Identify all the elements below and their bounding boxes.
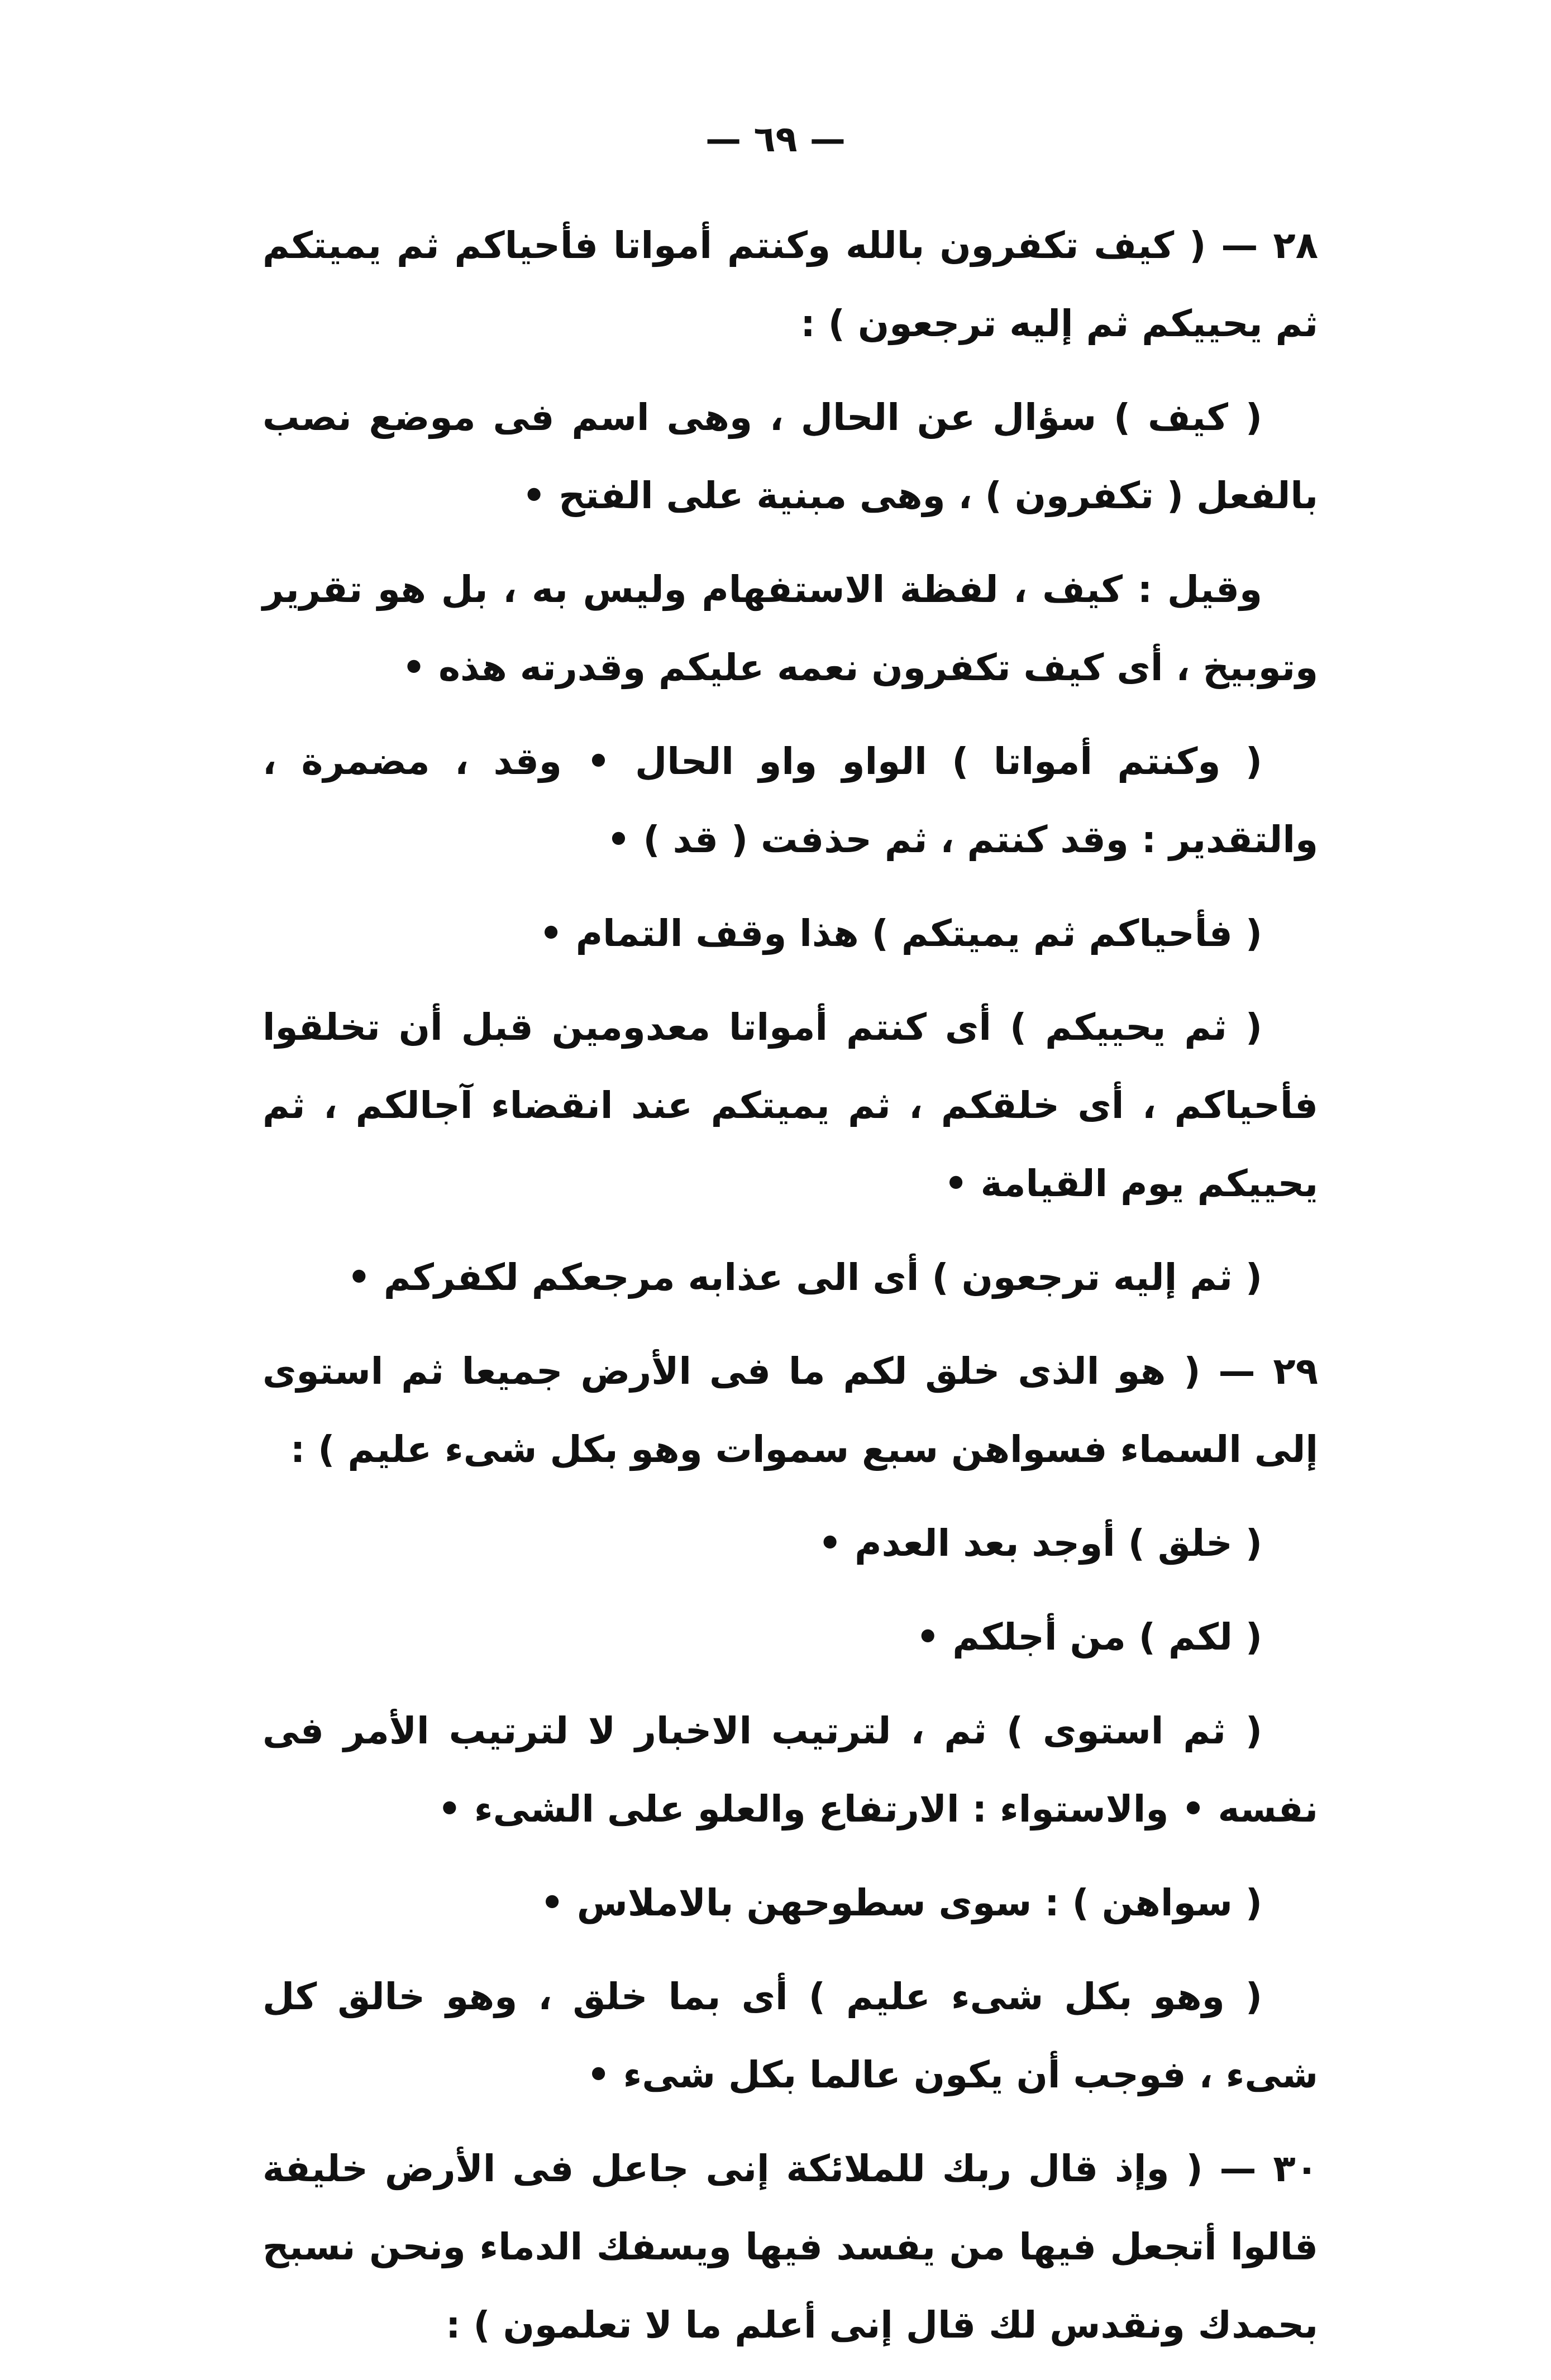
commentary-paragraph: ( كيف ) سؤال عن الحال ، وهى اسم فى موضع نصب بالفعل ( تكفرون ) ، وهى مبنية على الفتح • (263, 396, 1318, 517)
commentary-paragraph: ( سواهن ) : سوى سطوحهن بالاملاس • (540, 1881, 1262, 1924)
verse-29: ٢٩ — ( هو الذى خلق لكم ما فى الأرض جميعا ثم استوى إلى السماء فسواهن سبع سموات وهو بكل شىء عليم ) : (263, 1350, 1318, 1471)
commentary-paragraph: ( ثم استوى ) ثم ، لترتيب الاخبار لا لترتيب الأمر فى نفسه • والاستواء : الارتفاع والعلو على الشىء • (263, 1709, 1318, 1831)
commentary-paragraph: ( فأحياكم ثم يميتكم ) هذا وقف التمام • (539, 912, 1262, 955)
verse-30: ٣٠ — ( وإذ قال ربك للملائكة إنى جاعل فى الأرض خليفة قالوا أتجعل فيها من يفسد فيها ويسفك الدماء ونحن نسبح بحمدك ونقدس لك قال إنى أعلم ما لا تعلمون ) : (263, 2147, 1318, 2346)
commentary-paragraph: وقيل : كيف ، لفظة الاستفهام وليس به ، بل هو تقرير وتوبيخ ، أى كيف تكفرون نعمه عليكم وقدرته هذه • (263, 568, 1318, 689)
commentary-paragraph: ( لكم ) من أجلكم • (916, 1616, 1262, 1659)
commentary-paragraph: ( وهو بكل شىء عليم ) أى بما خلق ، وهو خالق كل شىء ، فوجب أن يكون عالما بكل شىء • (263, 1975, 1318, 2096)
commentary-paragraph: ( وكنتم أمواتا ) الواو واو الحال • وقد ، مضمرة ، والتقدير : وقد كنتم ، ثم حذفت ( قد ) • (263, 740, 1318, 861)
page-body (263, 207, 1318, 2380)
commentary-paragraph: ( ثم إليه ترجعون ) أى الى عذابه مرجعكم لكفركم • (347, 1256, 1262, 1299)
verse-28: ٢٨ — ( كيف تكفرون بالله وكنتم أمواتا فأحياكم ثم يميتكم ثم يحييكم ثم إليه ترجعون ) : (263, 224, 1318, 345)
commentary-paragraph: ( خلق ) أوجد بعد العدم • (818, 1522, 1262, 1565)
page-number: — ٦٩ — (705, 119, 846, 160)
commentary-paragraph: ( ثم يحييكم ) أى كنتم أمواتا معدومين قبل أن تخلقوا فأحياكم ، أى خلقكم ، ثم يميتكم عند انقضاء آجالكم ، ثم يحييكم يوم القيامة • (263, 1006, 1318, 1205)
